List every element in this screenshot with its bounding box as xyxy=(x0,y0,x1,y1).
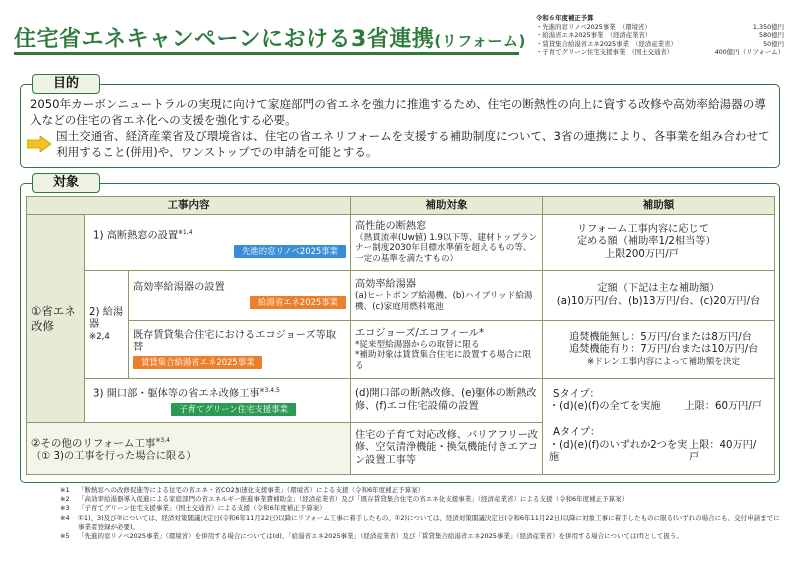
item-window-note: ※1,4 xyxy=(178,229,193,237)
amount-s-limit: 上限：60万円/戸 xyxy=(684,401,762,413)
subject-rental-detail-1: *従来型給湯器からの取替に限る xyxy=(355,339,480,350)
table-row xyxy=(27,271,775,321)
item-opening-frame xyxy=(85,379,351,423)
amount-heater-title: 定額（下記は主な補助額） xyxy=(597,283,720,295)
subsidy-table xyxy=(26,196,775,475)
amount-s-type: Sタイプ： xyxy=(553,388,600,400)
amount-heater-values: (a)10万円/台、(b)13万円/台、(c)20万円/台 xyxy=(556,295,761,307)
budget-row: ・先進的窓リノベ2025事業 （環境省） 1,350億円 xyxy=(536,22,784,31)
other-reform-detail: （① 3)の工事を行った場合に限る） xyxy=(31,451,197,463)
subject-rental-title: エコジョーズ/エコフィール xyxy=(355,327,479,339)
other-reform-name: ②その他のリフォーム工事 xyxy=(31,437,156,450)
item-heater-name: 高効率給湯器の設置 xyxy=(133,281,225,293)
footnote: ※4 ①1)、3)及び②については、経済対策閣議決定日(令和6年11月22日)以降にリフォーム工事に着手したもの、①2)については、経済対策閣議決定日(令和6年11月22日)以降に対象工事に着手したものに限る(いずれの場合にも、交付申請までに事業者登録が必要)。 xyxy=(60,513,780,531)
subject-rental-detail-2: *補助対象は賃貸集合住宅に設置する場合に限る xyxy=(355,350,532,371)
category-other-reform xyxy=(27,423,351,475)
amount-green xyxy=(543,379,775,475)
subject-heater-detail: (a)ヒートポンプ給湯機、(b)ハイブリッド給湯機、(c)家庭用燃料電池 xyxy=(355,291,533,312)
footnotes xyxy=(60,486,780,541)
item-opening-name: 3) 開口部・躯体等の省エネ改修工事 xyxy=(93,388,260,400)
item-window-name: 1) 高断熱窓の設置 xyxy=(93,230,179,242)
subject-opening: (d)開口部の断熱改修、(e)躯体の断熱改修、(f)エコ住宅設備の設置 xyxy=(351,379,543,423)
program-badge-green: 子育てグリーン住宅支援事業 xyxy=(171,403,296,416)
header-amount: 補助額 xyxy=(543,197,775,215)
budget-row: ・給湯省エネ2025事業 （経済産業省） 580億円 xyxy=(536,31,784,40)
arrow-right-icon xyxy=(27,136,51,152)
amount-heater xyxy=(543,271,775,321)
footnote: ※5 「先進的窓リノベ2025事業」（環境省）を併用する場合については(d)、「給湯省エネ2025事業」（経済産業省）及び「賃貸集合給湯省エネ2025事業」（経済産業省）を併用する場合については(f)として扱う。 xyxy=(60,532,683,541)
category-energy-saving: ①省エネ改修 xyxy=(27,215,85,423)
subject-rental xyxy=(351,321,543,379)
page-title-suffix: (リフォーム) xyxy=(434,32,526,50)
target-label: 対象 xyxy=(32,173,100,193)
amount-rental-line2: 追焚機能有り：7万円/台または10万円/台 xyxy=(569,344,759,356)
amount-window-limit: 上限200万円/戸 xyxy=(605,248,679,260)
item-opening-note: ※3,4,5 xyxy=(259,387,280,395)
amount-a-limit: 上限：40万円/戸 xyxy=(688,439,757,463)
water-heater-note: ※2,4 xyxy=(89,331,110,342)
subject-window xyxy=(351,215,543,271)
item-window xyxy=(85,215,351,271)
other-reform-note: ※3,4 xyxy=(155,436,170,444)
budget-heading: 令和６年度補正予算 xyxy=(536,14,594,22)
program-badge-rental: 賃貸集合給湯省エネ2025事業 xyxy=(133,356,262,369)
footnote: ※1 「断熱窓への改修促進等による住宅の省エネ・省CO2加速化支援事業」（環境省）による支援（令和6年度補正予算案） xyxy=(60,486,425,494)
title-underline xyxy=(14,52,519,55)
table-row xyxy=(27,215,775,271)
program-badge-window: 先進的窓リノベ2025事業 xyxy=(234,245,346,258)
amount-window-line1: リフォーム工事内容に応じて xyxy=(577,224,709,236)
footnote: ※2 「高効率給湯器導入促進による家庭部門の省エネルギー推進事業費補助金」（経済産業省）及び「既存賃貸集合住宅の省エネ化支援事業」（経済産業省）による支援（令和6年度補正予算案） xyxy=(60,495,629,504)
amount-a-desc: ・(d)(e)(f)のいずれか2つを実施 xyxy=(549,439,688,463)
table-row xyxy=(27,379,775,423)
subject-window-detail: （熱貫流率(Uw値) 1.9以下等、建材トップランナー制度2030年目標水準値を超えるもの等、一定の基準を満たすもの） xyxy=(355,232,538,264)
budget-row: ・子育てグリーン住宅支援事業 （国土交通省） 400億円（リフォーム） xyxy=(536,48,784,57)
subject-heater-title: 高効率給湯器 xyxy=(355,278,417,290)
item-high-efficiency-heater xyxy=(129,271,351,321)
subject-heater xyxy=(351,271,543,321)
budget-row: ・賃貸集合給湯省エネ2025事業 （経済産業省） 50億円 xyxy=(536,39,784,48)
header-work: 工事内容 xyxy=(27,197,351,215)
purpose-label: 目的 xyxy=(32,74,100,94)
footnote: ※3 「子育てグリーン住宅支援事業」（国土交通省）による支援（令和6年度補正予算案） xyxy=(60,504,326,513)
item-water-heater-group xyxy=(85,271,129,379)
amount-rental xyxy=(543,321,775,379)
item-rental-name: 既存賃貸集合住宅におけるエコジョーズ等取替 xyxy=(133,329,337,353)
subject-window-title: 高性能の断熱窓 xyxy=(355,220,427,232)
page-title: 住宅省エネキャンペーンにおける3省連携(リフォーム) xyxy=(14,27,526,52)
subject-other: 住宅の子育て対応改修、バリアフリー改修、空気清浄機能・換気機能付きエアコン設置工事等 xyxy=(351,423,543,475)
amount-rental-line1: 追焚機能無し：5万円/台または8万円/台 xyxy=(569,332,752,344)
purpose-paragraph-2: 国土交通省、経済産業省及び環境省は、住宅の省エネリフォームを支援する補助制度について、3省の連携により、各事業を組み合わせて利用すること(併用)や、ワンストップでの申請を可能とする。 xyxy=(56,129,770,159)
item-rental-ecojozu xyxy=(129,321,351,379)
program-badge-heater: 給湯省エネ2025事業 xyxy=(250,296,346,309)
water-heater-label: 2) 給湯器 xyxy=(89,307,124,331)
purpose-paragraph-1: 2050年カーボンニュートラルの実現に向けて家庭部門の省エネを強力に推進するため、住宅の断熱性の向上に資する改修や高効率給湯器の導入などの住宅の省エネ化への支援を強化する必要。 xyxy=(30,97,766,127)
amount-window xyxy=(543,215,775,271)
amount-a-type: Aタイプ： xyxy=(553,427,601,439)
header-subject: 補助対象 xyxy=(351,197,543,215)
amount-window-line2: 定める額（補助率1/2相当等） xyxy=(577,236,716,248)
subject-rental-note: * xyxy=(478,327,485,339)
table-header-row xyxy=(27,197,775,215)
amount-rental-line3: ※ドレン工事内容によって補助額を決定 xyxy=(587,356,741,367)
budget-summary xyxy=(536,14,784,57)
table-row xyxy=(27,321,775,379)
amount-s-desc: ・(d)(e)(f)の全てを実施 xyxy=(549,401,661,413)
